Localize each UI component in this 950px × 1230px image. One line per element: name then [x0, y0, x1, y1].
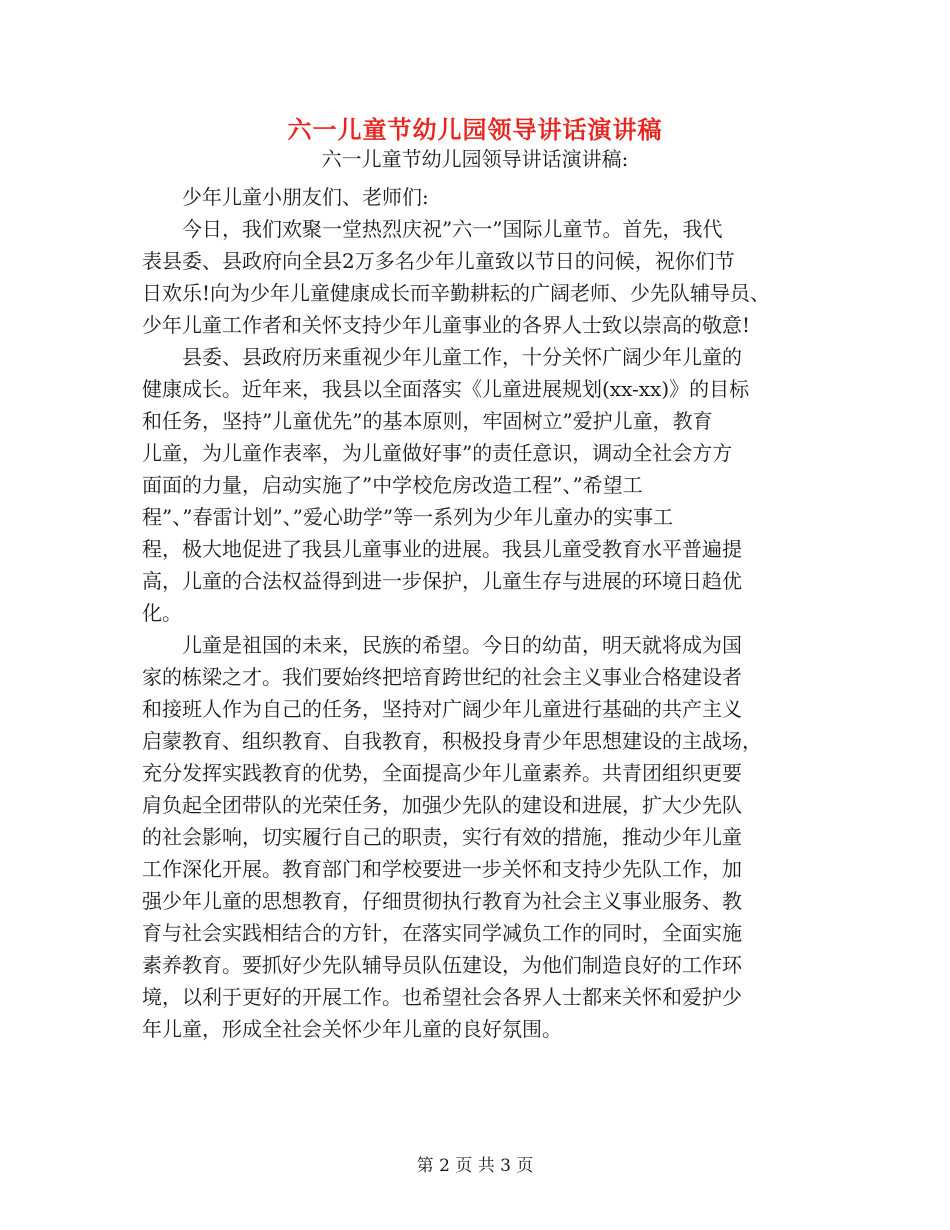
text-line: 高，儿童的合法权益得到进一步保护，儿童生存与进展的环境日趋优 — [142, 569, 742, 593]
text-line: 健康成长。近年来，我县以全面落实《儿童进展规划(xx-xx)》的目标 — [142, 377, 750, 401]
text-line: 程，极大地促进了我县儿童事业的进展。我县儿童受教育水平普遍提 — [142, 537, 742, 561]
text-line: 启蒙教育、组织教育、自我教育，积极投身青少年思想建设的主战场， — [142, 729, 762, 753]
text-line: 境，以利于更好的开展工作。也希望社会各界人士都来关怀和爱护少 — [142, 985, 742, 1009]
text-line: 的社会影响，切实履行自己的职责，实行有效的措施，推动少年儿童 — [142, 825, 742, 849]
text-line: 化。 — [142, 601, 182, 625]
text-line: 日欢乐!向为少年儿童健康成长而辛勤耕耘的广阔老师、少先队辅导员、 — [142, 281, 771, 305]
text-line: 素养教育。要抓好少先队辅导员队伍建设，为他们制造良好的工作环 — [142, 953, 742, 977]
text-line: 和接班人作为自己的任务，坚持对广阔少年儿童进行基础的共产主义 — [142, 697, 742, 721]
document-body — [142, 181, 808, 1045]
text-line: 家的栋梁之才。我们要始终把培育跨世纪的社会主义事业合格建设者 — [142, 665, 742, 689]
document-subtitle: 六一儿童节幼儿园领导讲话演讲稿: — [321, 147, 629, 171]
text-line: 强少年儿童的思想教育，仔细贯彻执行教育为社会主义事业服务、教 — [142, 889, 742, 913]
text-line: 肩负起全团带队的光荣任务，加强少先队的建设和进展，扩大少先队 — [142, 793, 742, 817]
text-line: 程”、”春雷计划”、”爱心助学”等一系列为少年儿童办的实事工 — [142, 505, 674, 529]
text-line: 充分发挥实践教育的优势，全面提高少年儿童素养。共青团组织更要 — [142, 761, 742, 785]
text-line: 育与社会实践相结合的方针，在落实同学减负工作的同时，全面实施 — [142, 921, 742, 945]
text-line: 工作深化开展。教育部门和学校要进一步关怀和支持少先队工作，加 — [142, 857, 742, 881]
text-line: 今日，我们欢聚一堂热烈庆祝”六一”国际儿童节。首先，我代 — [182, 217, 723, 241]
document-title: 六一儿童节幼儿园领导讲话演讲稿 — [287, 116, 663, 144]
page-number-footer: 第 2 页 共 3 页 — [416, 1156, 534, 1176]
text-line: 儿童，为儿童作表率，为儿童做好事”的责任意识，调动全社会方方 — [142, 441, 733, 465]
text-line: 和任务，坚持”儿童优先”的基本原则，牢固树立”爱护儿童，教育 — [142, 409, 713, 433]
text-line: 少年儿童工作者和关怀支持少年儿童事业的各界人士致以崇高的敬意! — [142, 313, 751, 337]
text-line: 年儿童，形成全社会关怀少年儿童的良好氛围。 — [142, 1017, 562, 1041]
text-line: 县委、县政府历来重视少年儿童工作，十分关怀广阔少年儿童的 — [182, 345, 742, 369]
text-line: 少年儿童小朋友们、老师们: — [182, 185, 429, 209]
text-line: 儿童是祖国的未来，民族的希望。今日的幼苗，明天就将成为国 — [182, 633, 742, 657]
text-line: 面面的力量，启动实施了”中学校危房改造工程”、”希望工 — [142, 473, 643, 497]
text-line: 表县委、县政府向全县2万多名少年儿童致以节日的问候，祝你们节 — [142, 249, 735, 273]
